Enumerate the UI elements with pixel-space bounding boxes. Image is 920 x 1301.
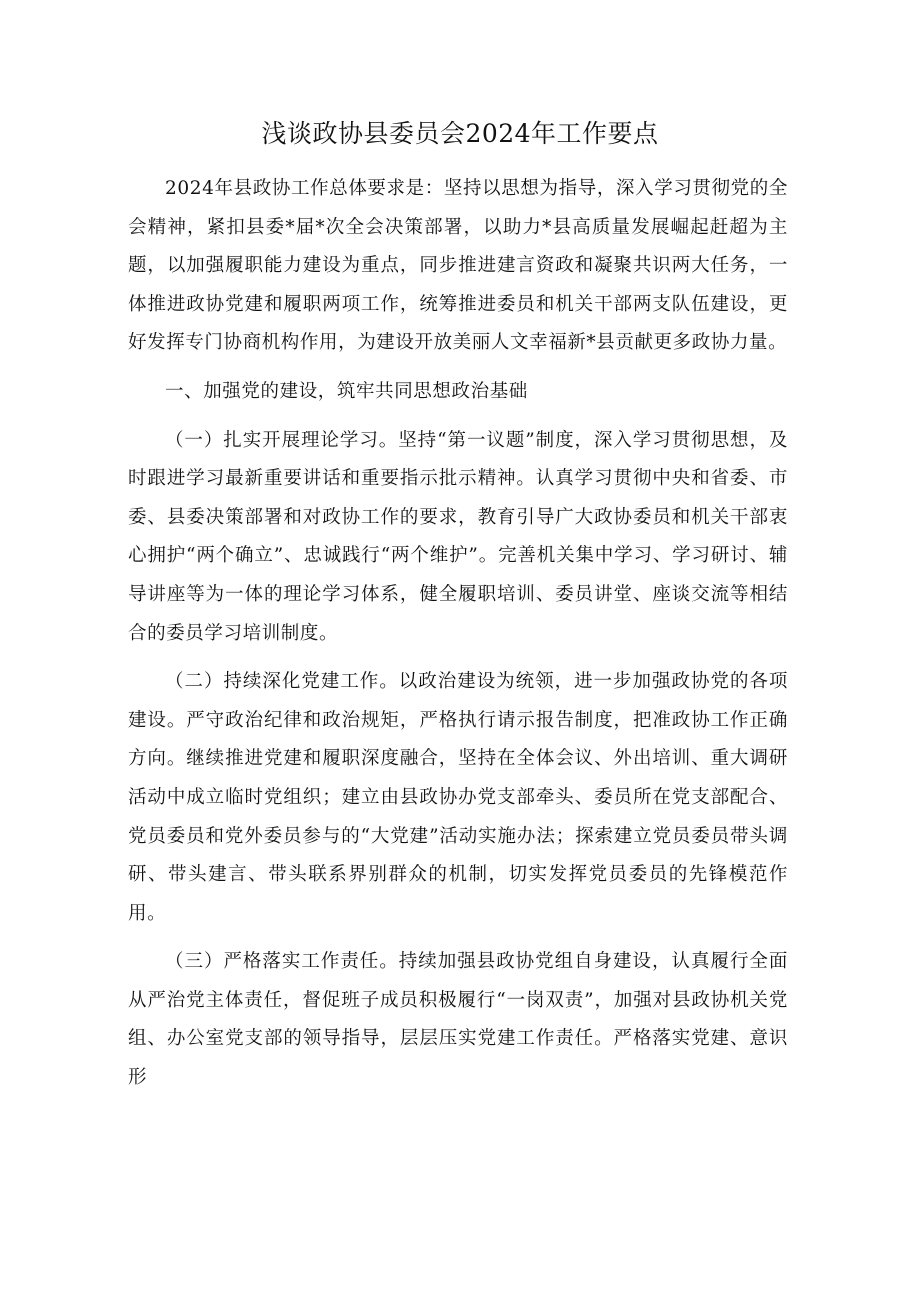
paragraph-party-building-work: （二）持续深化党建工作。以政治建设为统领，进一步加强政协党的各项建设。严守政治纪律和政治规矩，严格执行请示报告制度，把准政协工作正确方向。继续推进党建和履职深度融合，坚持在全体会议、外出培训、重大调研活动中成立临时党组织；建立由县政协办党支部牵头、委员所在党支部配合、党员委员和党外委员参与的“大党建”活动实施办法；探索建立党员委员带头调研、带头建言、带头联系界别群众的机制，切实发挥党员委员的先锋模范作用。	[128, 671, 788, 924]
document-title: 浅谈政协县委员会2024年工作要点	[261, 119, 659, 148]
paragraph-general-requirements: 2024年县政协工作总体要求是：坚持以思想为指导，深入学习贯彻党的全会精神，紧扣县委*届*次全会决策部署，以助力*县高质量发展崛起赶超为主题，以加强履职能力建设为重点，同步推进建言资政和凝聚共识两大任务，一体推进政协党建和履职两项工作，统筹推进委员和机关干部两支队伍建设，更好发挥专门协商机构作用，为建设开放美丽人文幸福新*县贡献更多政协力量。	[128, 178, 788, 354]
section-heading-party-building: 一、加强党的建设，筑牢共同思想政治基础	[165, 380, 528, 402]
paragraph-work-responsibility: （三）严格落实工作责任。持续加强县政协党组自身建设，认真履行全面从严治党主体责任，督促班子成员积极履行“一岗双责”，加强对县政协机关党组、办公室党支部的领导指导，层层压实党建工作责任。严格落实党建、意识形	[128, 951, 788, 1089]
paragraph-theory-study: （一）扎实开展理论学习。坚持“第一议题”制度，深入学习贯彻思想，及时跟进学习最新重要讲话和重要指示批示精神。认真学习贯彻中央和省委、市委、县委决策部署和对政协工作的要求，教育引导广大政协委员和机关干部衷心拥护“两个确立”、忠诚践行“两个维护”。完善机关集中学习、学习研讨、辅导讲座等为一体的理论学习体系，健全履职培训、委员讲堂、座谈交流等相结合的委员学习培训制度。	[128, 429, 788, 644]
document-body	[128, 170, 788, 1108]
